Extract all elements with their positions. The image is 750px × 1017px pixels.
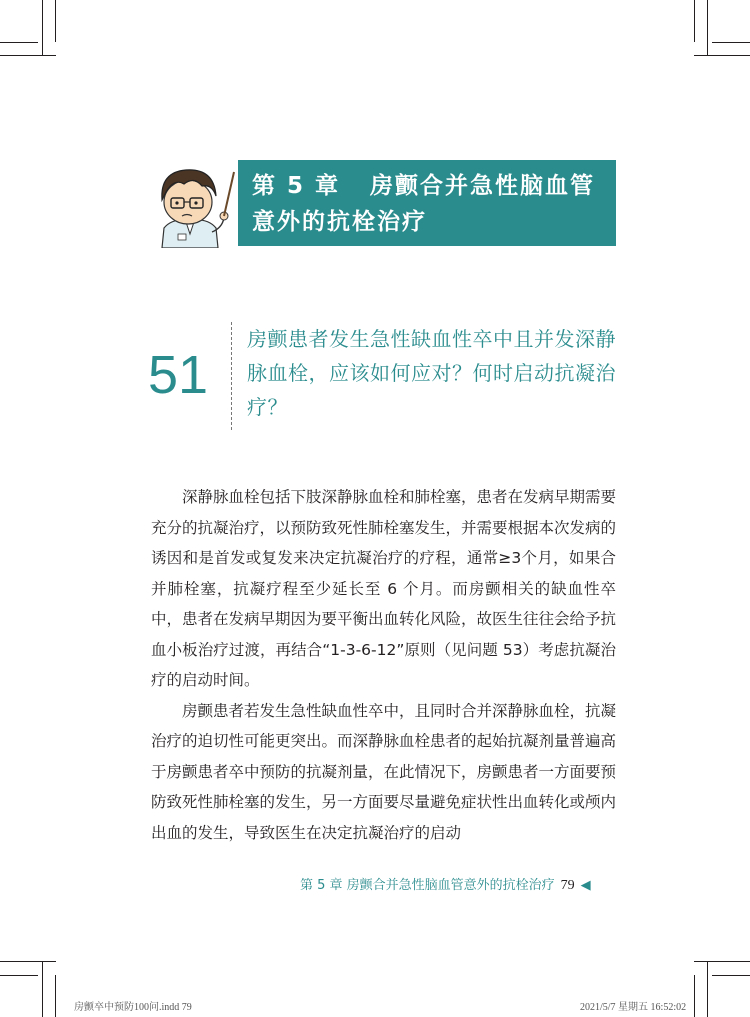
page-number: 79 [560, 878, 575, 893]
crop-mark [55, 975, 56, 1017]
crop-mark [694, 0, 695, 42]
crop-mark [694, 961, 750, 962]
crop-mark [0, 961, 56, 962]
question-number: 51 [148, 345, 209, 405]
crop-mark [55, 0, 56, 42]
crop-mark [0, 975, 38, 976]
footer-arrow-icon: ◀ [580, 878, 591, 893]
question-divider [231, 322, 232, 430]
body-paragraph-1: 深静脉血栓包括下肢深静脉血栓和肺栓塞，患者在发病早期需要充分的抗凝治疗，以预防致死性肺栓塞发生，并需要根据本次发病的诱因和是首发或复发来决定抗凝治疗的疗程，通常≥3个月，如果合并肺栓塞，抗凝疗程至少延长至 6 个月。而房颤相关的缺血性卒中，患者在发病早期因为要平衡出血转化风险，故医生往往会给予抗血小板治疗过渡，再结合“1-3-6-12”原则（见问题 53）考虑抗凝治疗的启动时间。 [151, 488, 617, 689]
slug-filename: 房颤卒中预防100问.indd 79 [74, 1002, 192, 1013]
footer-chapter-label: 第 5 章 房颤合并急性脑血管意外的抗栓治疗 [300, 878, 555, 893]
doctor-mascot-illustration [142, 158, 242, 248]
chapter-title-line2: 意外的抗栓治疗 [252, 209, 427, 235]
slug-timestamp: 2021/5/7 星期五 16:52:02 [580, 1002, 687, 1013]
body-text [151, 482, 616, 848]
crop-mark [0, 55, 56, 56]
question-heading: 房颤患者发生急性缺血性卒中且并发深静脉血栓，应该如何应对？何时启动抗凝治疗？ [247, 327, 616, 419]
crop-mark [707, 961, 708, 1017]
running-footer [300, 874, 620, 894]
chapter-title-line1: 第 5 章 房颤合并急性脑血管 [252, 173, 596, 199]
crop-mark [707, 0, 708, 56]
crop-mark [712, 42, 750, 43]
crop-mark [0, 42, 38, 43]
crop-mark [712, 975, 750, 976]
crop-mark [42, 0, 43, 56]
crop-mark [694, 975, 695, 1017]
chapter-title-banner [238, 160, 616, 246]
crop-mark [42, 961, 43, 1017]
crop-mark [694, 55, 750, 56]
body-paragraph-2: 房颤患者若发生急性缺血性卒中，且同时合并深静脉血栓，抗凝治疗的迫切性可能更突出。而深静脉血栓患者的起始抗凝剂量普遍高于房颤患者卒中预防的抗凝剂量，在此情况下，房颤患者一方面要预防致死性肺栓塞的发生，另一方面要尽量避免症状性出血转化或颅内出血的发生，导致医生在决定抗凝治疗的启动 [151, 701, 617, 842]
